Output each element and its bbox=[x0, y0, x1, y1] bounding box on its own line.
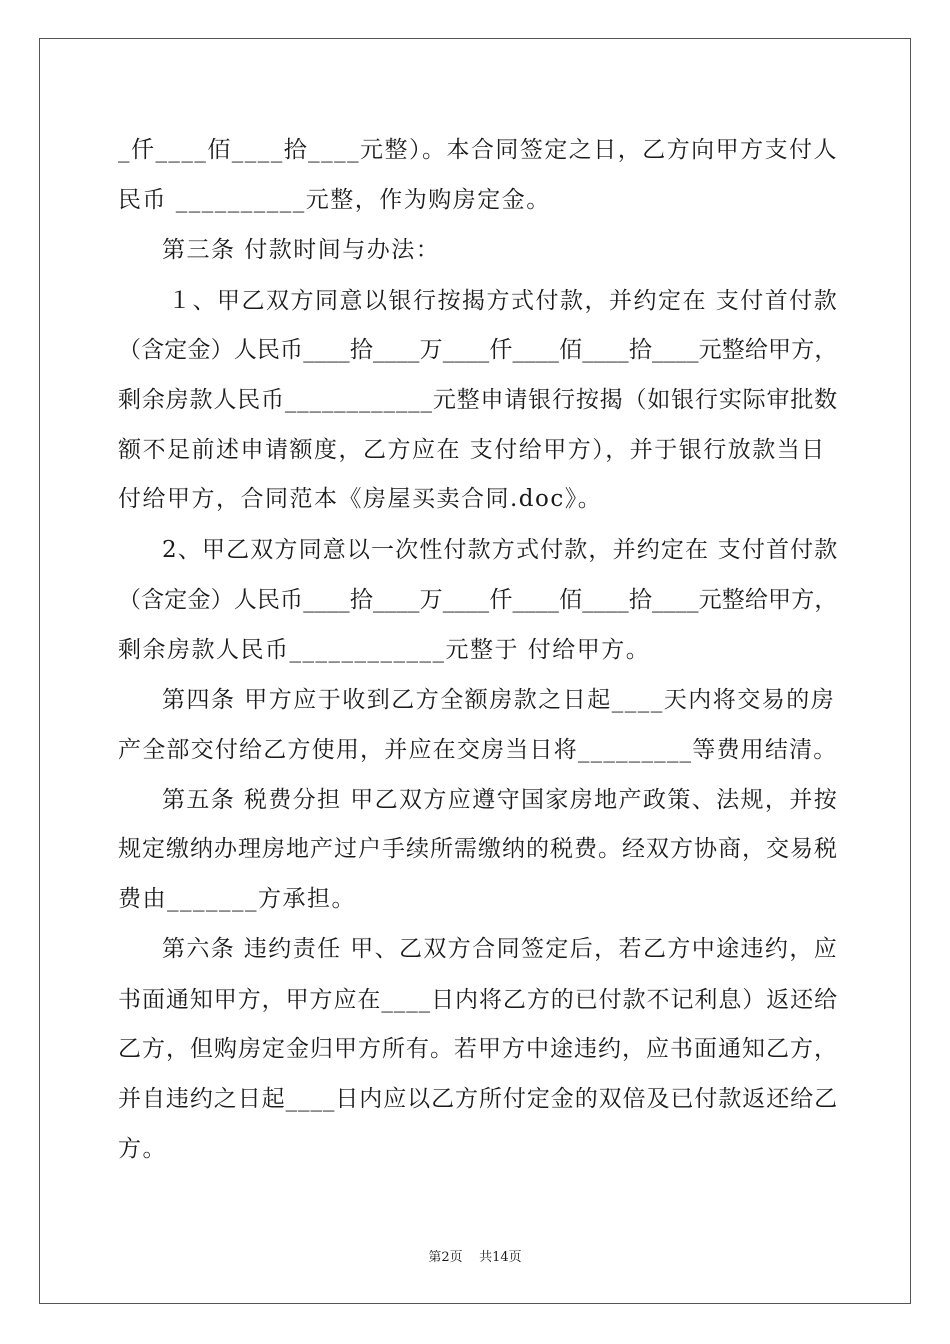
text-line: 付给甲方，合同范本《房屋买卖合同.doc》。 bbox=[118, 486, 603, 512]
text-line: 2、甲乙双方同意以一次性付款方式付款，并约定在 支付首付款 bbox=[162, 537, 839, 563]
text-line: （含定金）人民币____拾____万____仟____佰____拾____元整给甲方， bbox=[118, 337, 838, 363]
text-line: １、甲乙双方同意以银行按揭方式付款，并约定在 支付首付款 bbox=[168, 288, 839, 314]
page-number-footer: 第2页 共14页 bbox=[428, 1250, 522, 1265]
text-line: 民币 __________元整，作为购房定金。 bbox=[118, 187, 551, 213]
text-line: 产全部交付给乙方使用，并应在交房当日将_________等费用结清。 bbox=[118, 737, 838, 763]
article-heading: 第三条 付款时间与办法： bbox=[162, 237, 441, 263]
text-line: 乙方，但购房定金归甲方所有。若甲方中途违约，应书面通知乙方， bbox=[118, 1036, 838, 1062]
text-line: 并自违约之日起____日内应以乙方所付定金的双倍及已付款返还给乙 bbox=[118, 1086, 838, 1112]
text-line: 剩余房款人民币____________元整申请银行按揭（如银行实际审批数 bbox=[118, 387, 838, 413]
article-heading: 第六条 违约责任 甲、乙双方合同签定后，若乙方中途违约，应 bbox=[162, 936, 839, 962]
text-line: 书面通知甲方，甲方应在____日内将乙方的已付款不记利息）返还给 bbox=[118, 987, 838, 1013]
text-line: 剩余房款人民币____________元整于 付给甲方。 bbox=[118, 637, 651, 663]
text-line: 方。 bbox=[118, 1136, 167, 1162]
text-line: _仟____佰____拾____元整）。本合同签定之日，乙方向甲方支付人 bbox=[118, 137, 838, 163]
article-heading: 第四条 甲方应于收到乙方全额房款之日起____天内将交易的房 bbox=[162, 687, 836, 713]
text-line: 额不足前述申请额度，乙方应在 支付给甲方），并于银行放款当日 bbox=[118, 437, 826, 463]
text-line: 费由_______方承担。 bbox=[118, 886, 356, 912]
text-line: 规定缴纳办理房地产过户手续所需缴纳的税费。经双方协商，交易税 bbox=[118, 836, 838, 862]
page-border bbox=[39, 38, 911, 1304]
article-heading: 第五条 税费分担 甲乙双方应遵守国家房地产政策、法规，并按 bbox=[162, 787, 839, 813]
text-line: （含定金）人民币____拾____万____仟____佰____拾____元整给甲方， bbox=[118, 587, 838, 613]
